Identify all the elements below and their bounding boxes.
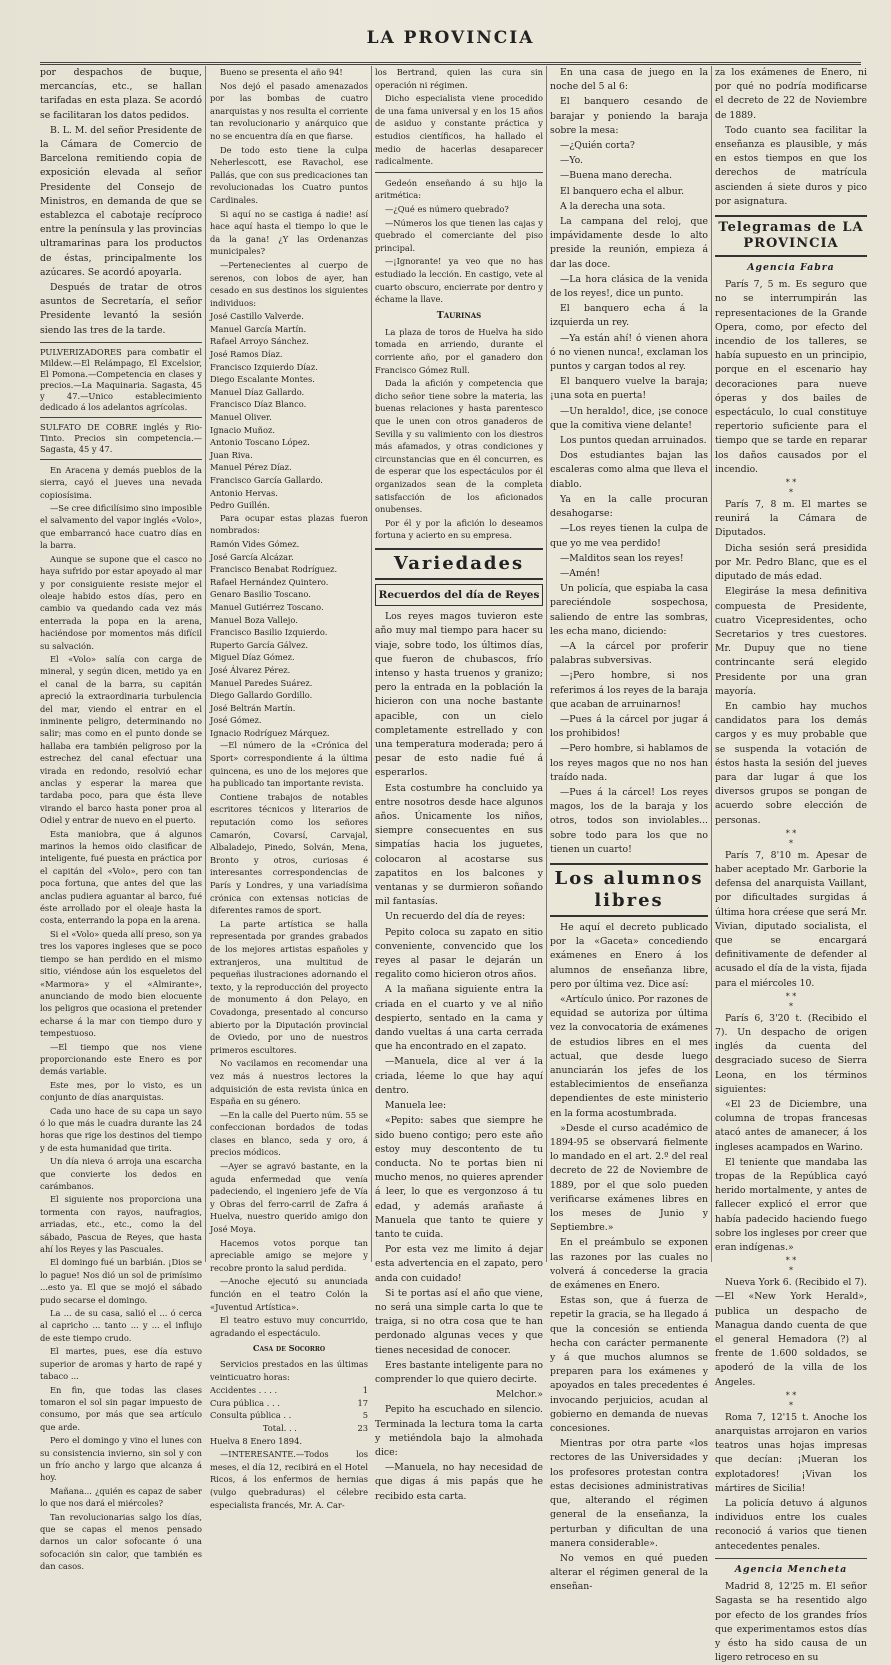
paragraph: Por esta vez me limito á dejar esta advertencia en el zapato, pero anda con cuidado! — [375, 1244, 543, 1284]
paragraph: Mientras por otra parte «los rectores de las Universidades y los profesores protestan contra estas decisiones administrativas que, alterando el régimen general de la enseñanza, la perturban y dificultan de una manera considerable». — [550, 1438, 708, 1549]
column-2 — [210, 66, 368, 1510]
paragraph: —Un heraldo!, dice, ¡se conoce que la comitiva viene delante! — [550, 405, 708, 431]
paragraph: El domingo fué un barbián. ¡Dios se lo pague! Nos dió un sol de primísimo ...esto ya. El que se mojó el sábado pudo secarse el domingo. — [40, 1257, 202, 1305]
column-rule — [546, 66, 547, 1262]
table-row — [210, 1384, 368, 1397]
paragraph: —Manuela, dice al ver á la criada, léeme lo que hay aquí dentro. — [375, 1056, 543, 1096]
paragraph: En Aracena y demás pueblos de la sierra, cayó el jueves una nevada copiosísima. — [40, 464, 202, 500]
masthead — [40, 22, 861, 65]
paragraph: París 7, 8'10 m. Apesar de haber aceptado Mr. Garborie la defensa del anarquista Vaillant, por dificultades surgidas á última hora créese que será Mr. Vivian, diputado socialista, el que se encargará definitivamente de defender al acusado el día de la vista, fijada para el miércoles 10. — [715, 849, 867, 989]
column-1 — [40, 66, 202, 1572]
divider — [40, 417, 202, 418]
paragraph: Bueno se presenta el año 94! — [220, 67, 343, 77]
paragraph: los Bertrand, quien las cura sin operación ni régimen. — [375, 67, 543, 90]
paragraph: El banquero cesando de barajar y poniendo la baraja sobre la mesa: — [550, 96, 708, 136]
column-5 — [715, 66, 867, 1664]
names-list-appointed — [210, 538, 368, 740]
paragraph: —El número de la «Crónica del Sport» correspondiente á la última quincena, es uno de los mejores que ha publicado tan importante revista. — [210, 740, 368, 789]
list-item: Manuel Pérez Díaz. — [210, 462, 292, 473]
list-item: Manuel García Martín. — [210, 323, 307, 334]
advertisement-sulfato: SULFATO DE COBRE inglés y Rio-Tinto. Precios sin competencia.—Sagasta, 45 y 47. — [40, 421, 202, 454]
variedades-heading: Variedades — [375, 548, 543, 580]
list-item: Antonio Toscano López. — [210, 437, 310, 448]
paragraph: —¿Qué es número quebrado? — [385, 203, 509, 214]
list-item: Juan Riva. — [210, 449, 253, 460]
list-item: Pedro Guillén. — [210, 500, 270, 511]
divider — [715, 1558, 867, 1559]
paragraph: Elegiráse la mesa definitiva compuesta de Presidente, cuatro Vicepresidentes, ocho Secretarios y tres cuestores. Mr. Dupuy que no tiene contrincante será elegido Presidente por una gran mayoría. — [715, 586, 867, 697]
table-cell: Cura pública . . . — [210, 1397, 280, 1408]
paragraph: —Pues á la cárcel! Los reyes magos, los de la baraja y los otros, todos son inviolables... sobre todo para los que no tienen un cuarto! — [550, 786, 708, 855]
divider — [375, 172, 543, 173]
paragraph: He aquí el decreto publicado por la «Gaceta» concediendo exámenes en Enero á los alumnos de enseñanza libre, pero por última vez. Dice así: — [550, 921, 708, 990]
column-3 — [375, 66, 543, 1502]
agency-fabra-heading: Agencia Fabra — [747, 262, 835, 274]
paragraph: París 7, 5 m. Es seguro que no se interrumpirán las representaciones de la Grande Opera, como, por efecto del incendio de los talleres, se había supuesto en un principio, porque en el escenario hay decoraciones para nueve óperas y dos bailes de espectáculo, lo cual constituye repertorio suficiente para el tiempo que se tarde en reparar los daños causados por el incendio. — [715, 279, 867, 475]
paragraph: Gedeón enseñando á su hijo la aritmética: — [375, 177, 543, 201]
telegramas-heading: Telegramas de LA PROVINCIA — [715, 215, 867, 257]
table-cell: Total. . . — [262, 1422, 297, 1433]
list-item: Manuel Gutiérrez Toscano. — [210, 601, 324, 612]
paragraph: El teniente que mandaba las tropas de la República cayó herido mortalmente, y antes de fallecer explicó el error que había padecido haciendo fuego sobre los ingleses por creer que eran indígenas.» — [715, 1156, 867, 1254]
list-item: José Álvarez Pérez. — [210, 664, 291, 675]
list-item: Francisco García Gallardo. — [210, 475, 323, 485]
table-cell: 17 — [357, 1397, 368, 1408]
paragraph: Un día nieva ó arroja una escarcha que convierte los dedos en carámbanos. — [40, 1156, 202, 1192]
paragraph: Eres bastante inteligente para no comprender lo que quiero decirte. — [375, 1359, 543, 1385]
paragraph: Tan revolucionarias salgo los días, que se capas el menos pensado darnos un calor sofocante ó una sofocación sin calor, que también es dan casos. — [40, 1511, 202, 1572]
paragraph: —Números los que tienen las cajas y quebrado el comerciante del piso principal. — [375, 217, 543, 253]
column-rule — [371, 66, 372, 1262]
list-item: Manuel Boza Vallejo. — [210, 614, 298, 625]
table-cell: Accidentes . . . . — [210, 1385, 278, 1396]
paragraph: Huelva 8 Enero 1894. — [210, 1435, 302, 1446]
paragraph: Si el «Volo» queda allí preso, son ya tres los vapores ingleses que se poco tiempo se han perdido en el mismo sitio, viéndose aún los esqueletos del «Marmora» y el «Almirante», anunciando de modo bien elocuente los peligros que ocasiona el pretender echarse á la mar con tiempo duro y tempestuoso. — [40, 928, 202, 1039]
list-item: Miguel Díaz Gómez. — [210, 652, 295, 663]
paragraph: —Se cree dificilísimo sino imposible el salvamento del vapor inglés «Volo», que embarrancó hace cuatro días en la barra. — [40, 503, 202, 551]
paragraph: A la derecha una sota. — [560, 200, 666, 212]
paragraph: A la mañana siguiente entra la criada en el cuarto y ve al niño despierto, sentado en la cama y dando vueltas á una carta cerrada que ha encontrado en el zapato. — [375, 984, 543, 1053]
column-4 — [550, 66, 708, 1593]
paragraph: «Pepito: sabes que siempre he sido bueno contigo; pero este año estoy muy descontento de tu conducta. No te portas bien ni mucho menos, no quieres aprender á leer, lo que es vergonzoso á tu edad, y además arañaste á Manuela que tanto te quiere y tanto te cuida. — [375, 1115, 543, 1240]
list-item: Rafael Hernández Quintero. — [210, 576, 329, 587]
list-item: Rafael Arroyo Sánchez. — [210, 336, 309, 347]
list-item: Diego Escalante Montes. — [210, 374, 315, 385]
separator-stars: * * * — [785, 1390, 797, 1410]
alumnos-libres-heading: Los alumnos libres — [550, 863, 708, 917]
paragraph: —En la calle del Puerto núm. 55 se confeccionan bordados de todas clases en blanco, seda y oro, á precios módicos. — [210, 1109, 368, 1158]
separator-stars: * * * — [785, 1256, 797, 1276]
table-row — [210, 1397, 368, 1410]
paragraph: Después de tratar de otros asuntos de Secretaría, el señor Presidente levantó la sesión siendo las tres de la tarde. — [40, 282, 202, 336]
paragraph: El teatro estuvo muy concurrido, agradando el espectáculo. — [210, 1315, 368, 1338]
paragraph: Dos estudiantes bajan las escaleras como alma que lleva el diablo. — [550, 450, 708, 490]
paragraph: za los exámenes de Enero, ni por qué no podría modificarse el decreto de 22 de Noviembre de 1889. — [715, 67, 867, 121]
paragraph: Estas son, que á fuerza de repetir la gracia, se ha llegado á que la concesión se entienda hecha con carácter permanente y á que muchos alumnos se preparen para los exámenes y apoyados en tales precedentes é invocando perjuicios, acudan al gobierno en demanda de nuevas concesiones. — [550, 1295, 708, 1435]
table-cell: 23 — [357, 1422, 368, 1433]
paragraph: En cambio hay muchos candidatos para los demás cargos y es muy probable que se suspenda la votación de éstos hasta la sesión del jueves para dar lugar á que los diversos grupos se pongan de acuerdo sobre elección de personas. — [715, 700, 867, 826]
list-item: Francisco Izquierdo Díaz. — [210, 361, 318, 372]
paragraph: —Anoche ejecutó su anunciada función en el teatro Colón la «Juventud Artística». — [210, 1276, 368, 1312]
paragraph: —Buena mano derecha. — [560, 170, 673, 182]
paragraph: Este mes, por lo visto, es un conjunto de días anarquistas. — [40, 1079, 202, 1103]
list-item: Francisco Basilio Izquierdo. — [210, 627, 328, 638]
paragraph: Los puntos quedan arruinados. — [560, 435, 707, 447]
list-item: Manuel Paredes Suárez. — [210, 677, 313, 688]
paragraph: Dicho especialista viene procedido de una fama universal y en los 15 años de asiduo y constante práctica y estudios científicos, ha hallado el medio de hacerlas desaparecer radicalmente. — [375, 93, 543, 167]
paragraph: La plaza de toros de Huelva ha sido tomada en arriendo, durante el corriente año, por el ganadero don Francisco Gómez Rull. — [375, 326, 543, 375]
paragraph: Para ocupar estas plazas fueron nombrados: — [210, 512, 368, 536]
paragraph: —La hora clásica de la venida de los reyes!, dice un punto. — [550, 273, 708, 300]
paragraph: —Manuela, no hay necesidad de que digas á mis papás que he recibido esta carta. — [375, 1462, 543, 1502]
list-item: Manuel Díaz Gallardo. — [210, 386, 305, 397]
paragraph: Un recuerdo del día de reyes: — [385, 911, 526, 923]
paragraph: París 6, 3'20 t. (Recibido el 7). Un despacho de origen inglés da cuenta del desgraciado suceso de Sierra Leona, en los términos siguientes: — [715, 1012, 867, 1095]
column-rule — [205, 66, 206, 1262]
column-rule — [711, 66, 712, 1262]
paragraph: Ya en la calle procuran desahogarse: — [550, 493, 708, 520]
list-item: Genaro Basilio Toscano. — [210, 589, 311, 600]
list-item: José Gómez. — [210, 715, 262, 726]
paragraph: Todo cuanto sea facilitar la enseñanza es plausible, y más en estos tiempos en que los derechos de matrícula ascienden á siete duros y pico por asignatura. — [715, 124, 867, 207]
paragraph: El banquero echa el albur. — [560, 185, 685, 197]
paragraph: Mañana... ¿quién es capaz de saber lo que nos dará el miércoles? — [40, 1485, 202, 1509]
recuerdos-heading: Recuerdos del día de Reyes — [375, 584, 543, 606]
paragraph: Dicha sesión será presidida por Mr. Pedro Blanc, que es el diputado de más edad. — [715, 542, 867, 583]
paragraph: Si te portas así el año que viene, no será una simple carta lo que te traiga, si no otra cosa que te han perdonado algunas veces y que tienes necesidad de conocer. — [375, 1287, 543, 1356]
paragraph: De todo esto tiene la culpa Neherlescott, ese Ravachol, ese Pallás, que con sus predicaciones tan revolucionadas los Cuatro puntos Cardinales. — [210, 144, 368, 205]
paragraph: —Pertenecientes al cuerpo de serenos, con lobos de ayer, han cesado en sus destinos los siguientes individuos: — [210, 259, 368, 308]
table-cell: 1 — [362, 1385, 368, 1396]
paragraph: En fin, que todas las clases tomaron el sol sin pagar impuesto de consumo, por más que sea artículo que arde. — [40, 1384, 202, 1432]
list-item: Ruperto García Gálvez. — [210, 639, 309, 650]
separator-stars: * * * — [785, 478, 797, 498]
paragraph: Roma 7, 12'15 t. Anoche los anarquistas arrojaron en varios teatros unas hojas impresas que decían: ¡Mueran los explotadores! ¡Vivan los mártires de Sicilia! — [715, 1411, 867, 1494]
paragraph: —¡Pero hombre, si nos referimos á los reyes de la baraja que acaban de arruinarnos! — [550, 670, 708, 710]
paragraph: —¿Quién corta? — [560, 140, 635, 152]
table-row — [210, 1422, 368, 1435]
list-item: Diego Gallardo Gordillo. — [210, 690, 313, 701]
taurinas-heading: Taurinas — [436, 309, 482, 321]
paragraph: El banquero echa á la izquierda un rey. — [550, 303, 708, 329]
casa-socorro-heading: Casa de Socorro — [252, 1343, 326, 1354]
paragraph: Los reyes magos tuvieron este año muy mal tiempo para hacer su viaje, sobre todo, los últimos días, que fueron de chubascos, frío intenso y hasta truenos y granizo; pero la entrada en la población la hicieron con una noche bastante apacible, con un cielo completamente estrellado y con una temperatura moderada; pero á pesar de esto nadie fué á esperarlos. — [375, 611, 543, 779]
paragraph: Manuela lee: — [385, 1100, 447, 1112]
advertisement-pulverizadores: PULVERIZADORES para combatir el Mildew.—El Relámpago, El Excelsior, El Pomona.—Competencia en clases y precios.—La Maquinaria. Sagasta, 45 y 47.—Unico establecimiento dedicado á los adelantos agrícolas. — [40, 346, 202, 412]
paragraph: Dada la afición y competencia que dicho señor tiene sobre la materia, las buenas relaciones y hasta parentesco que le unen con otros ganaderos de Sevilla y su valimiento con los diestros más afamados, y otras condiciones y circunstancias que en él concurren, es de esperar que los espectáculos por él organizados sean de la completa satisfacción de los aficionados onubenses. — [375, 378, 543, 515]
paragraph: Esta costumbre ha concluido ya entre nosotros desde hace algunos años. Únicamente los niños, siempre consecuentes en sus simpatías hacia los juguetes, colocaron al acostarse sus zapatitos en los balcones y ventanas y se durmieron soñando mil fantasías. — [375, 782, 543, 908]
paragraph: La ... de su casa, salió el ... ó cerca al capricho ... tanto ... y ... el influjo de este tiempo crudo. — [40, 1308, 202, 1343]
paragraph: En una casa de juego en la noche del 5 al 6: — [550, 67, 708, 93]
list-item: José Ramos Díaz. — [210, 349, 283, 360]
divider — [40, 459, 202, 460]
table-row — [210, 1409, 368, 1422]
paragraph: —¡Ignorante! ya veo que no has estudiado la lección. En castigo, vete al cuarto obscuro, encierrate por dentro y échame la llave. — [375, 256, 543, 305]
paragraph: Cada uno hace de su capa un sayo ó lo que más le cuadra durante las 24 horas que rige los destinos del tiempo y de esta humanidad que tirita. — [40, 1105, 202, 1153]
paragraph: Contiene trabajos de notables escritores técnicos y literarios de reputación como los señores Camarón, Covarsí, Carvajal, Albaladejo, Pinedo, Solván, Mena, Bronto y otros, curiosas é interesantes correspondencias de París y Londres, y una variadísima crónica con extensas noticias de diferentes ramos de sport. — [210, 791, 368, 916]
paragraph: Nueva York 6. (Recibido el 7).—El «New York Herald», publica un despacho de Managua dando cuenta de que el general Hemadora (?) al frente de 1.600 soldados, se apoderó de la villa de los Angeles. — [715, 1277, 867, 1388]
paragraph: —Los reyes tienen la culpa de que yo me vea perdido! — [550, 523, 708, 549]
paragraph: París 7, 8 m. El martes se reunirá la Cámara de Diputados. — [715, 499, 867, 539]
paragraph: B. L. M. del señor Presidente de la Cámara de Comercio de Barcelona remitiendo copia de exposición elevada al señor Presidente del Consejo de Ministros, en demanda de que se establezca el cabotaje recíproco entre la península y las provincias ultramarinas para los productos de éstas, principalmente los azúcares. Se acordó apoyarla. — [40, 124, 202, 278]
list-item: José Castillo Valverde. — [210, 311, 304, 322]
paragraph: —A la cárcel por proferir palabras subversivas. — [550, 640, 708, 667]
list-item: Ramón Vides Gómez. — [210, 538, 300, 549]
paragraph: —Pero hombre, si hablamos de los reyes magos que no nos han traído nada. — [550, 743, 708, 783]
paragraph: Esta maniobra, que á algunos marinos la hemos oido clasificar de inteligente, fué puesta en práctica por el capitán del «Volo», pero con tan poca fortuna, que antes del que las anclas pudiera aguantar al barco, fué éste arrollado por el oleaje hasta la costa, enterrando la popa en la arena. — [40, 828, 202, 926]
paragraph: «El 23 de Diciembre, una columna de tropas francesas atacó antes de amanecer, á los ingleses acampados en Warino. — [715, 1099, 867, 1153]
paragraph: Hacemos votos porque tan apreciable amigo se mejore y recobre pronto la salud perdida. — [210, 1237, 368, 1273]
list-item: José García Alcázar. — [210, 551, 294, 562]
paragraph: Madrid 8, 12'25 m. El señor Sagasta se ha resentido algo por efecto de los grandes fríos que experimentamos estos días y ésto ha sido causa de un ligero retroceso en su — [715, 1581, 867, 1664]
paragraph: —INTERESANTE.—Todos los meses, el día 12, recibirá en el Hotel Ricos, á los enfermos de hernias (vulgo quebraduras) el célebre especialista francés, Mr. A. Car- — [210, 1449, 368, 1510]
list-item: Francisco Benabat Rodríguez. — [210, 564, 338, 575]
paragraph: El banquero vuelve la baraja; ¡una sota en puerta! — [550, 376, 708, 402]
paragraph: El martes, pues, ese día estuvo superior de aromas y harto de rapé y tabaco ... — [40, 1346, 202, 1382]
paragraph: El siguiente nos proporciona una tormenta con rayos, naufragios, arriadas, etc., etc., como la del sábado, Pascua de Reyes, que hasta ahí los Reyes y las Pascuales. — [40, 1194, 202, 1255]
paragraph: No vacilamos en recomendar una vez más á nuestros lectores la adquisición de esta revista única en España en su género. — [210, 1058, 368, 1107]
list-item: Ignacio Rodríguez Márquez. — [210, 727, 330, 738]
names-list-removed — [210, 310, 368, 512]
paragraph: No vemos en qué pueden alterar el régimen general de la enseñan- — [550, 1552, 708, 1593]
paragraph: »Desde el curso académico de 1894-95 se observará fielmente lo mandado en el art. 2.º del real decreto de 22 de Noviembre de 1889, por el que solo pueden verificarse exámenes libres en los meses de Junio y Septiembre.» — [550, 1122, 708, 1234]
paragraph: —Ya están ahí! ó vienen ahora ó no vienen nunca!, exclaman los puntos y cargan todos al rey. — [550, 332, 708, 373]
signature: Melchor.» — [496, 1389, 543, 1401]
paragraph: Servicios prestados en las últimas veinticuatro horas: — [210, 1358, 368, 1382]
paragraph: Un policía, que espiaba la casa pareciéndole sospechosa, saliendo de entre las sombras, les echa mano, diciendo: — [550, 583, 708, 637]
paragraph: Pepito coloca su zapato en sitio conveniente, convencido que los reyes al pasar le dejarán un regalito como hicieron otros años. — [375, 926, 543, 981]
paragraph: La campana del reloj, que impávidamente desde lo alto preside la reunión, empieza á dar las doce. — [550, 216, 708, 270]
paragraph: Pero el domingo y vino el lunes con su consistencia invierno, sin sol y con un frío ancho y largo que alcanza á hoy. — [40, 1435, 202, 1483]
list-item: Ignacio Muñoz. — [210, 424, 275, 435]
paragraph: —Malditos sean los reyes! — [560, 552, 684, 564]
agency-mencheta-heading: Agencia Mencheta — [734, 1563, 848, 1575]
paragraph: El «Volo» salía con carga de mineral, y según dicen, metido ya en el canal de la barra, su capitán apreció la extraordinaria turbulencia del mar, viendo el entrar en el inminente peligro, determinando no salir; mas como en el punto donde se hallaba era también peligroso por la estrechez del canal efectuar una virada en redondo, resolvió echar anclas y esperar la marea que tardaba poco, para que ésta lleve virando el barco hasta poner proa al Odiel y entrar de nuevo en el puerto. — [40, 653, 202, 826]
paragraph: Por él y por la afición lo deseamos fortuna y acierto en su empresa. — [375, 517, 543, 541]
paragraph: Nos dejó el pasado amenazados por las bombas de cuatro anarquistas y nos resulta el corriente tan revolucionario y anárquico que no se encuentra día en que fiarse. — [210, 80, 368, 141]
paragraph: Si aquí no se castiga á nadie! así hace aquí hasta el tiempo lo que le da la gana! ¿Y las Ordenanzas municipales? — [210, 208, 368, 257]
paragraph: En el preámbulo se exponen las razones por las cuales no volverá á concederse la gracia de exámenes en Enero. — [550, 1237, 708, 1292]
list-item: Manuel Oliver. — [210, 412, 272, 423]
separator-stars: * * * — [785, 828, 797, 848]
list-item: José Beltrán Martín. — [210, 702, 296, 713]
list-item: Antonio Hervas. — [210, 487, 278, 498]
table-cell: Consulta pública . . — [210, 1410, 292, 1421]
paragraph: —Yo. — [560, 155, 584, 167]
paragraph: La parte artística se halla representada por grandes grabados de los mejores artistas españoles y extranjeros, una multitud de pequeñas ilustraciones adornando el texto, y la reproducción del proyecto de monumento á don Pelayo, en Covadonga, presentado al concurso abierto por la Diputación provincial de Oviedo, por uno de nuestros primeros escultores. — [210, 918, 368, 1055]
newspaper-title: LA PROVINCIA — [366, 28, 535, 48]
paragraph: —Pues á la cárcel por jugar á los prohibidos! — [550, 713, 708, 740]
paragraph: por despachos de buque, mercancías, etc., se hallan tarifadas en esta plaza. Se acordó se facilitaran los datos pedidos. — [40, 67, 202, 121]
paragraph: —Ayer se agravó bastante, en la aguda enfermedad que venía padeciendo, el ingeniero jefe de Vía y Obras del ferro-carril de Zafra á Huelva, nuestro querido amigo don José Moya. — [210, 1161, 368, 1235]
paragraph: Aunque se supone que el casco no haya sufrido por estar apoyado al mar y por consiguiente resiste mejor el oleaje habido estos días, pero en cambio va quedando cada vez más enterrada la popa en la arena, haciéndose por momentos más difícil su salvación. — [40, 553, 202, 651]
socorro-table — [210, 1384, 368, 1434]
paragraph: —Amén! — [560, 567, 601, 579]
paragraph: «Artículo único. Por razones de equidad se autoriza por última vez la convocatoria de exámenes de estudios libres en el mes actual, que desde luego anunciarán los jefes de los establecimientos de enseñanza dependientes de este ministerio en la forma acostumbrada. — [550, 993, 708, 1119]
paragraph: Pepito ha escuchado en silencio. Terminada la lectura toma la carta y metiéndola bajo la almohada dice: — [375, 1404, 543, 1458]
list-item: Francisco Díaz Blanco. — [210, 399, 307, 410]
paragraph: —El tiempo que nos viene proporcionando este Enero es por demás variable. — [40, 1041, 202, 1077]
separator-stars: * * * — [785, 991, 797, 1011]
paragraph: La policía detuvo á algunos individuos entre los cuales reconoció á varios que tienen antecedentes penales. — [715, 1498, 867, 1552]
table-cell: 5 — [362, 1410, 368, 1421]
divider — [40, 342, 202, 343]
